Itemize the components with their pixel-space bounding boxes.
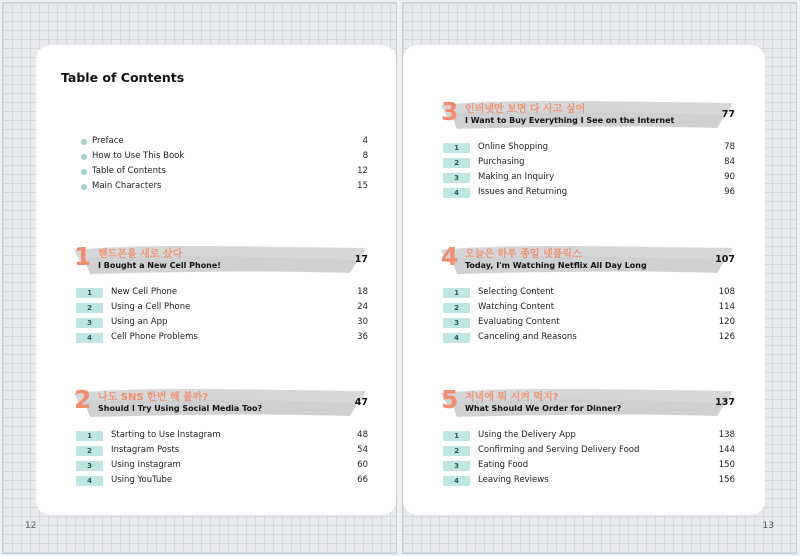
section-list: [76, 429, 368, 489]
section-page: 78: [724, 142, 735, 152]
section-number-badge: 2: [76, 446, 103, 456]
list-item[interactable]: [81, 150, 368, 165]
chapter-number: 4: [441, 242, 459, 271]
chapter-page: 107: [715, 254, 735, 265]
section-label: Starting to Use Instagram: [111, 430, 221, 440]
section-item[interactable]: [76, 316, 368, 331]
section-page: 156: [718, 475, 735, 485]
chapter-english-title: Today, I'm Watching Netflix All Day Long: [465, 261, 647, 270]
list-item-page: 8: [362, 151, 368, 161]
section-item[interactable]: [443, 301, 735, 316]
section-label: Using a Cell Phone: [111, 302, 191, 312]
section-label: Cell Phone Problems: [111, 332, 198, 342]
chapter-english-title: I Want to Buy Everything I See on the Internet: [465, 116, 675, 125]
section-item[interactable]: [76, 331, 368, 346]
section-label: Online Shopping: [478, 142, 549, 152]
section-label: Making an Inquiry: [478, 172, 555, 182]
list-item[interactable]: [81, 135, 368, 150]
page-title: Table of Contents: [61, 70, 185, 85]
chapter-english-title: What Should We Order for Dinner?: [465, 404, 622, 413]
chapter-korean-title: 핸드폰을 새로 샀다: [98, 249, 183, 260]
section-number-badge: 3: [443, 461, 470, 471]
chapter-number: 2: [74, 385, 92, 414]
section-number-badge: 3: [76, 318, 103, 328]
section-item[interactable]: [443, 316, 735, 331]
section-number-badge: 4: [443, 333, 470, 343]
section-page: 90: [724, 172, 735, 182]
section-label: Selecting Content: [478, 287, 554, 297]
section-item[interactable]: [76, 459, 368, 474]
list-item[interactable]: [81, 165, 368, 180]
right-page-card: [403, 45, 765, 515]
section-page: 24: [357, 302, 368, 312]
list-item-label: Main Characters: [92, 181, 162, 191]
chapter-english-title: I Bought a New Cell Phone!: [98, 261, 221, 270]
section-number-badge: 4: [76, 333, 103, 343]
bullet-dot-icon: [81, 139, 87, 145]
section-item[interactable]: [443, 331, 735, 346]
section-label: Using YouTube: [111, 475, 173, 485]
section-item[interactable]: [443, 141, 735, 156]
chapter-korean-title: 오늘은 하루 종일 넷플릭스: [465, 249, 582, 260]
section-page: 96: [724, 187, 735, 197]
section-number-badge: 4: [443, 188, 470, 198]
chapter-number: 3: [441, 97, 459, 126]
section-label: Watching Content: [478, 302, 555, 312]
chapter-number: 5: [441, 385, 459, 414]
section-page: 18: [357, 287, 368, 297]
section-label: Instagram Posts: [111, 445, 180, 455]
section-label: Eating Food: [478, 460, 529, 470]
list-item-page: 4: [362, 136, 368, 146]
chapter-page: 47: [354, 397, 368, 408]
section-page: 126: [718, 332, 735, 342]
section-list: [443, 429, 735, 489]
section-number-badge: 3: [443, 173, 470, 183]
section-item[interactable]: [443, 474, 735, 489]
section-page: 54: [357, 445, 368, 455]
section-number-badge: 1: [443, 431, 470, 441]
section-page: 150: [718, 460, 735, 470]
section-item[interactable]: [443, 186, 735, 201]
section-number-badge: 3: [443, 318, 470, 328]
section-item[interactable]: [443, 459, 735, 474]
section-label: Leaving Reviews: [478, 475, 549, 485]
section-item[interactable]: [76, 474, 368, 489]
list-item-label: How to Use This Book: [92, 151, 185, 161]
section-page: 108: [718, 287, 735, 297]
section-page: 30: [357, 317, 368, 327]
section-item[interactable]: [443, 444, 735, 459]
chapter-5[interactable]: [443, 383, 735, 493]
section-number-badge: 1: [76, 431, 103, 441]
section-page: 138: [718, 430, 735, 440]
chapter-korean-title: 인터넷만 보면 다 사고 싶어: [465, 104, 586, 115]
section-item[interactable]: [76, 429, 368, 444]
chapter-page: 137: [715, 397, 735, 408]
page-number: 12: [25, 521, 37, 531]
chapter-number: 1: [74, 242, 92, 271]
section-item[interactable]: [443, 286, 735, 301]
bullet-dot-icon: [81, 184, 87, 190]
bullet-dot-icon: [81, 154, 87, 160]
section-label: Canceling and Reasons: [478, 332, 577, 342]
section-item[interactable]: [76, 301, 368, 316]
section-label: Using an App: [111, 317, 168, 327]
chapter-3[interactable]: [443, 95, 735, 205]
list-item[interactable]: [81, 180, 368, 195]
section-list: [443, 141, 735, 201]
chapter-korean-title: 나도 SNS 한번 해 볼까?: [98, 392, 209, 403]
chapter-page: 77: [721, 109, 735, 120]
section-list: [76, 286, 368, 346]
section-label: Evaluating Content: [478, 317, 560, 327]
section-page: 66: [357, 475, 368, 485]
section-page: 120: [718, 317, 735, 327]
left-page-card: [36, 45, 396, 515]
section-label: Issues and Returning: [478, 187, 568, 197]
section-label: New Cell Phone: [111, 287, 178, 297]
section-item[interactable]: [443, 171, 735, 186]
section-number-badge: 1: [443, 143, 470, 153]
list-item-page: 15: [357, 181, 368, 191]
section-label: Using the Delivery App: [478, 430, 576, 440]
section-page: 114: [718, 302, 735, 312]
chapter-1[interactable]: [76, 240, 368, 350]
section-number-badge: 2: [443, 446, 470, 456]
section-number-badge: 4: [76, 476, 103, 486]
section-number-badge: 2: [76, 303, 103, 313]
chapter-korean-title: 저녁에 뭐 시켜 먹지?: [465, 392, 559, 403]
section-number-badge: 4: [443, 476, 470, 486]
section-number-badge: 3: [76, 461, 103, 471]
section-item[interactable]: [76, 286, 368, 301]
section-number-badge: 1: [443, 288, 470, 298]
section-page: 36: [357, 332, 368, 342]
right-page: [402, 2, 797, 554]
section-label: Confirming and Serving Delivery Food: [478, 445, 640, 455]
page-number: 13: [762, 521, 774, 531]
section-item[interactable]: [76, 444, 368, 459]
section-page: 60: [357, 460, 368, 470]
section-label: Purchasing: [478, 157, 525, 167]
section-page: 84: [724, 157, 735, 167]
section-page: 48: [357, 430, 368, 440]
section-list: [443, 286, 735, 346]
list-item-page: 12: [357, 166, 368, 176]
section-number-badge: 2: [443, 303, 470, 313]
chapter-english-title: Should I Try Using Social Media Too?: [98, 404, 263, 413]
section-number-badge: 1: [76, 288, 103, 298]
chapter-2[interactable]: [76, 383, 368, 493]
front-matter-list: [81, 135, 368, 195]
chapter-page: 17: [354, 254, 368, 265]
section-number-badge: 2: [443, 158, 470, 168]
section-page: 144: [718, 445, 735, 455]
list-item-label: Preface: [92, 136, 124, 146]
section-item[interactable]: [443, 156, 735, 171]
list-item-label: Table of Contents: [92, 166, 166, 176]
left-page: [2, 2, 397, 554]
section-label: Using Instagram: [111, 460, 181, 470]
chapter-4[interactable]: [443, 240, 735, 350]
bullet-dot-icon: [81, 169, 87, 175]
section-item[interactable]: [443, 429, 735, 444]
